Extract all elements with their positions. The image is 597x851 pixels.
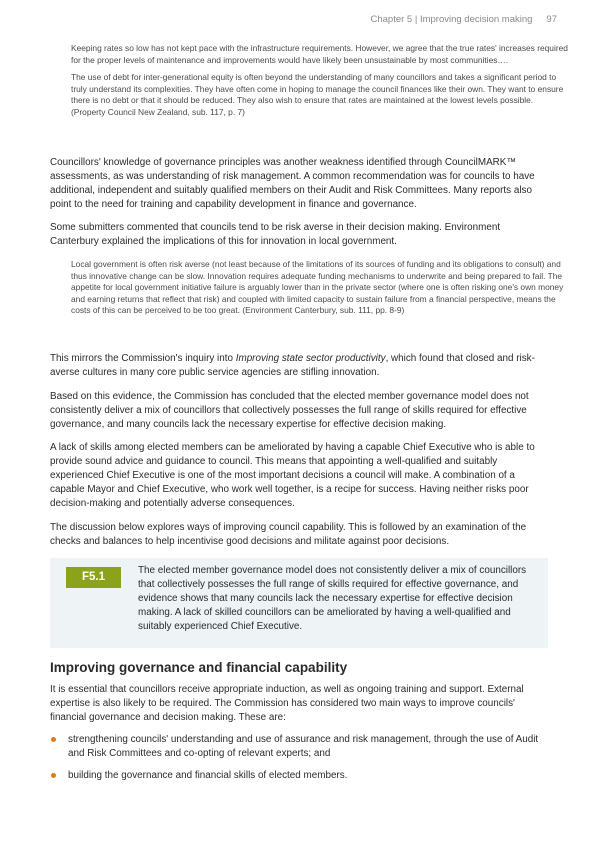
body-paragraph bbox=[50, 156, 548, 212]
block-quote-environment-canterbury bbox=[50, 259, 577, 323]
body-paragraph bbox=[50, 521, 548, 549]
text-run: This mirrors the Commission's inquiry into bbox=[50, 353, 236, 364]
paragraph-text bbox=[50, 352, 548, 380]
chapter-title: Chapter 5 | Improving decision making bbox=[370, 14, 533, 25]
finding-label: F5.1 bbox=[66, 567, 121, 588]
page-number: 97 bbox=[546, 14, 557, 25]
body-paragraph bbox=[50, 221, 548, 249]
quote-paragraph: The use of debt for inter-generational equity is often beyond the understanding of many councillors and takes a significant period to truly understand its complexities. They have often come in hoping to manage the council finances like their own. They want to ensure there is no debt or that it should be reduced. They also wish to ensure that rates are maintained at the lowest levels possible. (Property Council New Zealand, sub. 117, p. 7) bbox=[71, 72, 564, 117]
body-paragraph bbox=[50, 352, 548, 380]
body-paragraph bbox=[50, 390, 548, 432]
bullet-icon bbox=[51, 737, 56, 742]
paragraph-text: Based on this evidence, the Commission has concluded that the elected member governance model does not consistently deliver a mix of councillors that collectively possesses the full range of skills required for effective governance, and many councils lack the necessary expertise for effective decision making. bbox=[50, 391, 529, 430]
inquiry-title: Improving state sector productivity bbox=[235, 353, 386, 364]
list-item bbox=[50, 733, 548, 761]
paragraph-text: It is essential that councillors receive appropriate induction, as well as ongoing training and support. External expertise is also likely to be required. The Commission has considered two main ways to improve councils' financial governance and decision making. These are: bbox=[50, 684, 524, 723]
paragraph-text: Councillors' knowledge of governance principles was another weakness identified through CouncilMARK™ assessments, as was understanding of risk management. A common recommendation was for councils to have additional, independent and suitably qualified members on their Audit and Risk Committees. Many reports also point to the need for training and capability development in finance and governance. bbox=[50, 157, 535, 210]
quote-paragraph: Local government is often risk averse (not least because of the limitations of its sources of funding and its obligations to consult) and thus innovative change can be slow. Innovation requires adequate funding mechanisms to underwrite and being prepared to fail. The appetite for local government initiative failure is arguably lower than in the private sector (where one is often risking one's own money and earning returns that reflect that risk) and coupled with limited capacity to sustain failure from a financial perspective, means the costs of this can be perceived to be too great. (Environment Canterbury, sub. 111, pp. 8-9) bbox=[71, 259, 564, 316]
list-item bbox=[50, 769, 548, 783]
block-quote-property-council bbox=[50, 43, 577, 125]
body-paragraph bbox=[50, 441, 548, 511]
paragraph-text: Some submitters commented that councils tend to be risk averse in their decision making. Environment Canterbury explained the implications of this for innovation in local government. bbox=[50, 222, 501, 247]
section-heading: Improving governance and financial capability bbox=[50, 660, 348, 675]
finding-box bbox=[50, 558, 548, 648]
running-header bbox=[370, 14, 557, 25]
text-run: , which found that closed and risk-averse cultures in many core public service agencies are stifling innovation. bbox=[50, 353, 535, 378]
bullet-list bbox=[50, 733, 548, 791]
paragraph-text: A lack of skills among elected members can be ameliorated by having a capable Chief Executive who is able to provide sound advice and guidance to council. This means that appointing a well-qualified and suitably experienced Chief Executive is one of the most important decisions a council will make. A combination of a capable Mayor and Chief Executive, who work well together, is a recipe for success. Having neither risks poor decision-making and potentially adverse consequences. bbox=[50, 442, 535, 509]
body-paragraph bbox=[50, 683, 548, 725]
finding-text: The elected member governance model does not consistently deliver a mix of councillors that collectively possesses the full range of skills required for effective governance, and evidence shows that many councils lack the necessary expertise for effective decision making. A lack of skilled councillors can be ameliorated by having a well-qualified and suitably experienced Chief Executive. bbox=[138, 565, 527, 632]
bullet-icon bbox=[51, 773, 56, 778]
list-item-text: building the governance and financial skills of elected members. bbox=[68, 769, 348, 781]
quote-paragraph: Keeping rates so low has not kept pace with the infrastructure requirements. However, we agree that the true rates' increases required for the proper levels of maintenance and improvements would have likely been unsustainable by most communities…. bbox=[71, 43, 568, 65]
list-item-text: strengthening councils' understanding and use of assurance and risk management, through the use of Audit and Risk Committees and co-opting of relevant experts; and bbox=[68, 734, 539, 759]
paragraph-text: The discussion below explores ways of improving council capability. This is followed by an examination of the checks and balances to help incentivise good decisions and militate against poor decisions. bbox=[50, 522, 527, 547]
